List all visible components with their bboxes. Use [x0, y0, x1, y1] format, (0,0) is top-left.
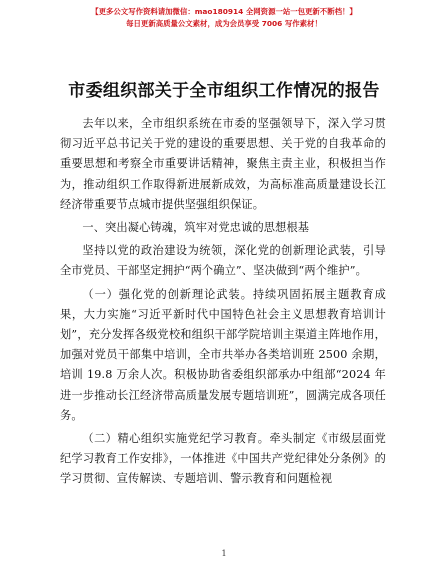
subsection-1-paragraph [60, 285, 386, 426]
subsection-2-paragraph [60, 429, 386, 490]
document-title: 市委组织部关于全市组织工作情况的报告 [68, 81, 380, 101]
intro-paragraph: 去年以来，全市组织系统在市委的坚强领导下，深入学习贯彻习近平总书记关于党的建设的重要思想、关于党的自我革命的重要思想和考察全市重要讲话精神，聚焦主责主业，积极担当作为，推动组织工作取得新进展新成效，为高标准高质量建设长江经济带重要节点城市提供坚强组织保证。 [60, 117, 386, 211]
promo-banner-line-1: 【更多公文写作资料请加微信：mao180914 全网资源一站一包更新不断档！】 [91, 7, 357, 16]
subsection-2-text: 牵头制定《市级层面党纪学习教育工作安排》，一体推进《中国共产党纪律处分条例》的学习贯彻、宣传解读、专题培训、警示教育和问题检视 [60, 432, 386, 486]
subsection-1-text: 持续巩固拓展主题教育成果，大力实施“习近平新时代中国特色社会主义思想教育培训计划”，充分发挥各级党校和组织干部学院培训主渠道主阵地作用，加强对党员干部集中培训，全市共举办各类培训班 2500 余期，培训 19.8 万余人次。积极协助省委组织部承办中组部“2024 年进一步推动长江经济带高质量发展专题培训班”，圆满完成各项任务。 [60, 287, 386, 422]
promo-banner-line-2: 每日更新高质量公文素材，成为会员享受 7006 写作素材！ [126, 19, 322, 28]
subsection-1-heading: （一）强化党的创新理论武装。 [82, 287, 253, 301]
subsection-2-heading: （二）精心组织实施党纪学习教育。 [82, 432, 270, 446]
section-1-paragraph: 坚持以党的政治建设为统领，深化党的创新理论武装，引导全市党员、干部坚定拥护“两个确立”、坚决做到“两个维护”。 [60, 244, 386, 278]
document-body [60, 114, 386, 493]
section-1-heading: 一、突出凝心铸魂，筑牢对党忠诚的思想根基 [82, 221, 310, 235]
page-number: 1 [221, 549, 227, 558]
promo-banner [0, 6, 448, 30]
